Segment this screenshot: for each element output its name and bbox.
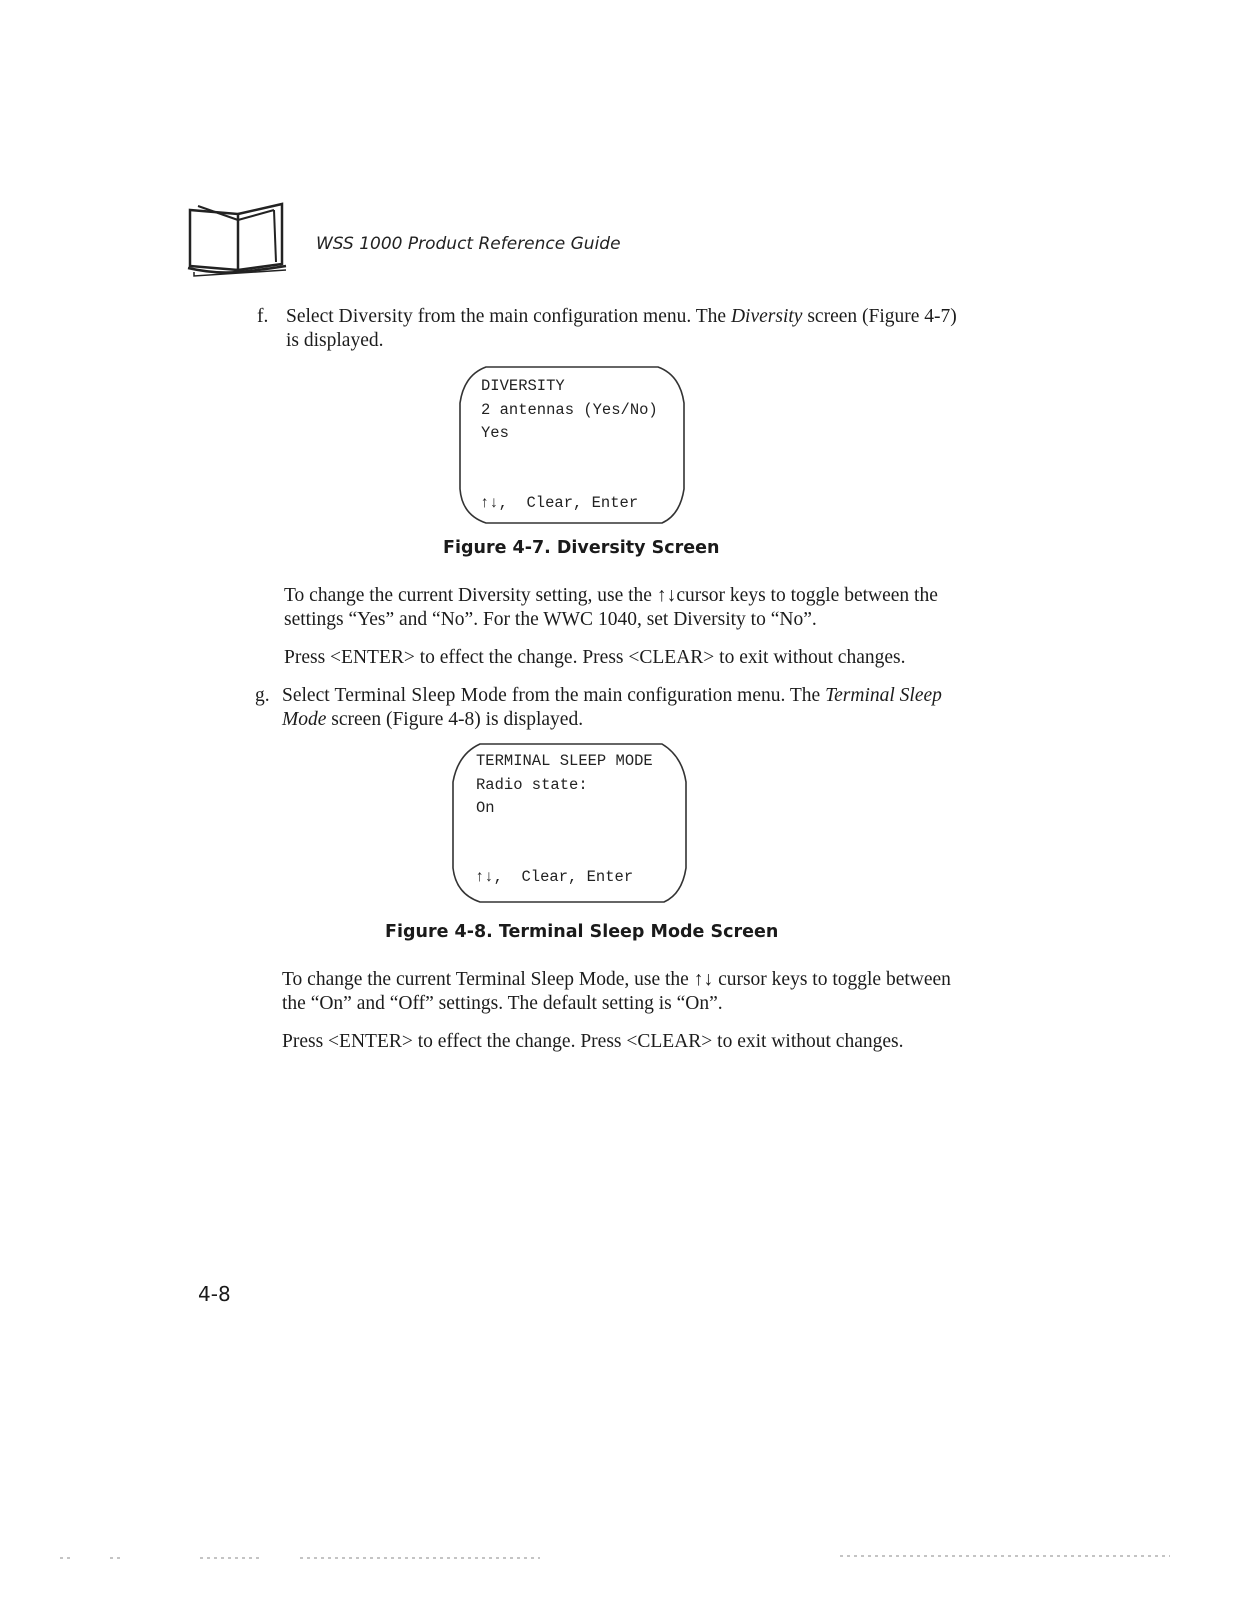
lcd-keys: ↑↓, Clear, Enter <box>475 868 634 886</box>
figure-4-7-caption: Figure 4-7. Diversity Screen <box>443 538 720 558</box>
page-number: 4-8 <box>198 1282 231 1306</box>
step-f-text: Select Diversity from the main configuration menu. The Diversity screen (Figure 4-7) is displayed. <box>286 306 957 351</box>
lcd-title: DIVERSITY <box>481 377 565 395</box>
sleep-mode-instructions: To change the current Terminal Sleep Mode, use the ↑↓ cursor keys to toggle between the “On” and “Off” settings. The default setting is “On”. <box>282 969 951 1014</box>
figure-4-8-caption: Figure 4-8. Terminal Sleep Mode Screen <box>385 922 779 942</box>
open-book-icon <box>186 202 290 280</box>
lcd-value: On <box>476 799 495 817</box>
screen-name-terminal-sleep-mode: Terminal Sleep Mode <box>282 685 942 730</box>
lcd-line: 2 antennas (Yes/No) <box>481 401 658 419</box>
lcd-line: Radio state: <box>476 776 588 794</box>
running-head: WSS 1000 Product Reference Guide <box>316 234 621 254</box>
screen-name-diversity: Diversity <box>730 306 803 327</box>
lcd-keys: ↑↓, Clear, Enter <box>480 494 639 512</box>
diversity-screen-figure <box>456 365 688 525</box>
step-g-letter: g. <box>255 685 270 706</box>
sleep-mode-press-note: Press <ENTER> to effect the change. Press <CLEAR> to exit without changes. <box>282 1031 904 1052</box>
lcd-value: Yes <box>481 424 509 442</box>
terminal-sleep-mode-screen-figure <box>450 742 690 904</box>
scan-artifact-line <box>0 1550 1237 1570</box>
menu-item-diversity: Diversity <box>338 306 413 327</box>
diversity-press-note: Press <ENTER> to effect the change. Press <CLEAR> to exit without changes. <box>284 647 906 668</box>
step-g-text: Select Terminal Sleep Mode from the main configuration menu. The Terminal Sleep Mode screen (Figure 4-8) is displayed. <box>282 685 942 730</box>
diversity-instructions: To change the current Diversity setting, use the ↑↓cursor keys to toggle between the settings “Yes” and “No”. For the WWC 1040, set Diversity to “No”. <box>284 585 938 630</box>
menu-item-terminal-sleep-mode: Terminal Sleep Mode <box>334 685 508 706</box>
lcd-title: TERMINAL SLEEP MODE <box>476 752 653 770</box>
step-f-letter: f. <box>257 306 269 327</box>
